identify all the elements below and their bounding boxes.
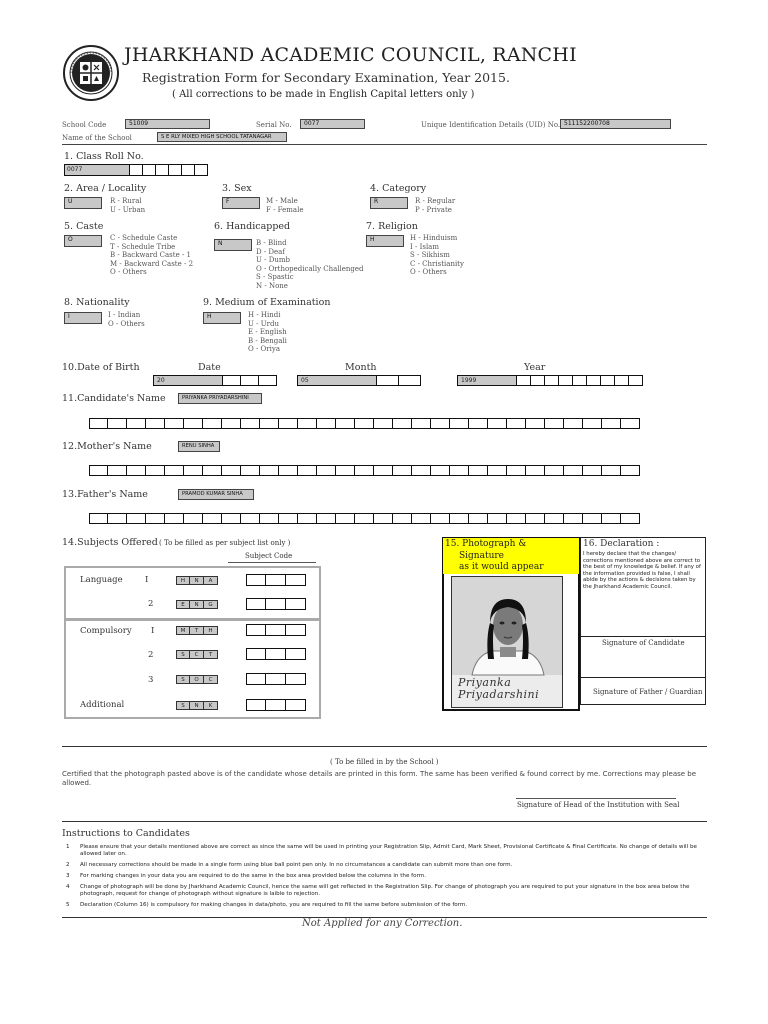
religion-field[interactable]: H <box>366 235 404 247</box>
caste-option: T - Schedule Tribe <box>110 242 176 251</box>
instruction-number: 4 <box>66 884 70 890</box>
uid-label: Unique Identification Details (UID) No. <box>421 121 561 129</box>
subject-code-row[interactable] <box>176 600 218 609</box>
photo-label-box <box>443 538 579 574</box>
subject-code-cell: C <box>204 675 218 684</box>
dob-date-label: Date <box>198 362 221 373</box>
council-logo <box>63 45 119 101</box>
sex-option: M - Male <box>266 197 298 205</box>
subjects-label: 14.Subjects Offered <box>62 537 158 548</box>
school-code-label: School Code <box>62 121 107 129</box>
dob-year-boxes[interactable] <box>457 375 643 386</box>
school-name-field[interactable]: S E RLY MIXED HIGH SCHOOL TATANAGAR <box>157 132 287 142</box>
instruction-text: All necessary corrections should be made in a single form using blue ball point pen only. In no circumstances a candidate can submit more than one form. <box>80 862 513 868</box>
religion-option: O - Others <box>410 268 447 277</box>
medium-option: B - Bengali <box>248 336 287 345</box>
dob-month-value: 05 <box>301 377 309 384</box>
subject-code-cell: S <box>176 675 190 684</box>
caste-option: C - Schedule Caste <box>110 234 178 242</box>
subject-correction-boxes[interactable] <box>246 648 306 660</box>
guardian-sign-area[interactable] <box>580 677 706 678</box>
sex-label: 3. Sex <box>222 183 252 194</box>
instruction-item <box>66 862 698 869</box>
declaration-sign-area[interactable] <box>580 636 706 637</box>
handicapped-option: O - Orthopedically Challenged <box>256 264 364 273</box>
subject-code-cell: T <box>204 650 218 659</box>
handicapped-options <box>256 239 364 291</box>
category-field[interactable]: R <box>370 197 408 209</box>
subject-code-row[interactable] <box>176 576 218 585</box>
subject-code-cell: G <box>204 600 218 609</box>
category-option: P - Private <box>415 206 452 214</box>
subject-num: 3 <box>148 675 154 685</box>
instruction-text: For marking changes in your data you are required to do the same in the box area provided below the columns in the form. <box>80 873 426 879</box>
religion-options <box>410 234 464 277</box>
subject-correction-boxes[interactable] <box>246 598 306 610</box>
subject-code-underline <box>228 562 316 563</box>
subject-group-label: Language <box>80 575 123 585</box>
head-sign-line[interactable] <box>516 798 676 799</box>
area-label: 2. Area / Locality <box>64 183 147 194</box>
subject-correction-boxes[interactable] <box>246 673 306 685</box>
declaration-text: I hereby declare that the changes/ corrections mentioned above are correct to the best of my knowledge & belief. If any of the information provided is false, I shall abide by the actions & decisions taken by the Jharkhand Academic Council. <box>583 551 701 590</box>
subject-code-row[interactable] <box>176 701 218 710</box>
roll-label: 1. Class Roll No. <box>64 151 144 162</box>
photo-label: Signature <box>459 550 505 561</box>
divider <box>62 746 707 747</box>
subject-code-cell: N <box>190 600 204 609</box>
subject-code-cell: H <box>176 576 190 585</box>
caste-option: M - Backward Caste - 2 <box>110 259 194 268</box>
religion-option: H - Hinduism <box>410 234 458 242</box>
candidate-signature <box>458 677 539 701</box>
caste-options <box>110 234 193 277</box>
school-name-label: Name of the School <box>62 134 132 142</box>
subject-code-cell: K <box>204 701 218 710</box>
guardian-signature-label: Signature of Father / Guardian <box>593 688 703 696</box>
subject-code-cell: S <box>176 650 190 659</box>
medium-option: O - Oriya <box>248 345 281 354</box>
dob-date-value: 20 <box>157 377 165 384</box>
subject-code-cell: N <box>190 701 204 710</box>
instruction-text: Declaration (Column 16) is compulsory for making changes in data/photo, you are required to fill the same before submission of the form. <box>80 902 468 908</box>
medium-options <box>248 311 287 354</box>
mother-label: 12.Mother's Name <box>62 441 152 452</box>
subject-code-cell: A <box>204 576 218 585</box>
religion-option: S - Sikhism <box>410 251 450 260</box>
father-label: 13.Father's Name <box>62 489 148 500</box>
candidate-field[interactable]: PRIYANKA PRIYADARSHINI <box>178 393 262 404</box>
roll-boxes[interactable] <box>64 164 208 176</box>
subject-num: I <box>145 575 149 585</box>
candidate-label: 11.Candidate's Name <box>62 393 166 404</box>
form-subtitle: Registration Form for Secondary Examination, Year 2015. <box>142 70 510 85</box>
medium-option: H - Hindi <box>248 311 281 319</box>
subject-num: 2 <box>148 599 154 609</box>
caste-option: O - Others <box>110 268 147 277</box>
footer-note: Not Applied for any Correction. <box>302 918 463 929</box>
dob-label: 10.Date of Birth <box>62 362 140 373</box>
subject-code-cell: O <box>190 675 204 684</box>
caste-field[interactable]: O <box>64 235 102 247</box>
medium-label: 9. Medium of Examination <box>203 297 331 308</box>
school-cert-heading: ( To be filled in by the School ) <box>330 758 439 766</box>
dob-month-boxes[interactable] <box>297 375 421 386</box>
subject-code-label: Subject Code <box>245 552 293 560</box>
instructions-title: Instructions to Candidates <box>62 828 190 839</box>
instruction-number: 3 <box>66 873 70 879</box>
category-label: 4. Category <box>370 183 427 194</box>
school-code-field[interactable]: 51009 <box>125 119 210 129</box>
subject-correction-boxes[interactable] <box>246 624 306 636</box>
instruction-item <box>66 884 698 898</box>
handicapped-field[interactable]: N <box>214 239 252 251</box>
dob-date-boxes[interactable] <box>153 375 277 386</box>
subject-code-cell: N <box>190 576 204 585</box>
candidate-photo <box>451 576 563 708</box>
medium-option: E - English <box>248 328 287 337</box>
subject-group-label: Compulsory <box>80 626 132 636</box>
dob-year-label: Year <box>524 362 546 373</box>
form-note: ( All corrections to be made in English Capital letters only ) <box>172 89 475 100</box>
signature-line: Priyanka <box>458 676 512 689</box>
dob-month-label: Month <box>345 362 377 373</box>
handicapped-option: S - Spastic <box>256 273 294 282</box>
subject-num: 2 <box>148 650 154 660</box>
subject-code-row[interactable] <box>176 650 218 659</box>
sex-option: F - Female <box>266 206 304 214</box>
subject-code-row[interactable] <box>176 675 218 684</box>
instruction-item <box>66 844 698 858</box>
instructions-list <box>66 844 698 913</box>
caste-label: 5. Caste <box>64 221 104 232</box>
religion-option: C - Christianity <box>410 259 464 268</box>
religion-option: I - Islam <box>410 242 439 251</box>
subject-code-row[interactable] <box>176 626 218 635</box>
instruction-number: 1 <box>66 844 70 850</box>
area-option: R - Rural <box>110 197 142 205</box>
photo-label: 15. Photograph & <box>445 539 527 549</box>
candidate-boxes[interactable] <box>89 418 640 429</box>
handicapped-option: U - Dumb <box>256 256 290 265</box>
subjects-note: ( To be filled as per subject list only ) <box>159 539 291 547</box>
subject-code-cell: E <box>176 600 190 609</box>
father-field[interactable]: PRAMOD KUMAR SINHA <box>178 489 254 500</box>
nationality-option: I - Indian <box>108 311 141 319</box>
dob-year-value: 1999 <box>461 377 477 384</box>
mother-boxes[interactable] <box>89 465 640 476</box>
medium-option: U - Urdu <box>248 319 279 328</box>
serial-field[interactable]: 0077 <box>300 119 365 129</box>
subject-group-label: Additional <box>80 700 125 710</box>
subject-correction-boxes[interactable] <box>246 699 306 711</box>
area-field[interactable]: U <box>64 197 102 209</box>
photo-label: as it would appear <box>459 562 544 572</box>
nationality-label: 8. Nationality <box>64 297 130 308</box>
handicapped-option: B - Blind <box>256 239 287 247</box>
handicapped-option: D - Deaf <box>256 247 285 256</box>
sex-field[interactable]: F <box>222 197 260 209</box>
uid-field[interactable]: 511152200708 <box>560 119 671 129</box>
handicapped-label: 6. Handicapped <box>214 221 291 232</box>
subject-num: I <box>151 626 155 636</box>
head-signature-label: Signature of Head of the Institution with Seal <box>517 801 680 809</box>
subject-code-cell: T <box>190 626 204 635</box>
divider <box>62 144 707 145</box>
category-option: R - Regular <box>415 197 456 205</box>
instruction-item <box>66 902 698 909</box>
instruction-number: 5 <box>66 902 70 908</box>
nationality-field[interactable]: I <box>64 312 102 324</box>
school-cert-text: Certified that the photograph pasted above is of the candidate whose details are printed in this form. The same has been verified & found correct by me. Corrections may please be allowed. <box>62 770 697 787</box>
instruction-text: Please ensure that your details mentioned above are correct as since the same will be used in printing your Registration Slip, Admit Card, Mark Sheet, Provisional Certificate & Final Certificate. No change of details will be allowed later on. <box>80 844 697 857</box>
signature-line: Priyadarshini <box>458 688 540 701</box>
father-boxes[interactable] <box>89 513 640 524</box>
instruction-item <box>66 873 698 880</box>
instruction-number: 2 <box>66 862 70 868</box>
subject-correction-boxes[interactable] <box>246 574 306 586</box>
declaration-label: 16. Declaration : <box>583 539 660 549</box>
mother-field[interactable]: RENU SINHA <box>178 441 220 452</box>
area-option: U - Urban <box>110 206 146 214</box>
medium-field[interactable]: H <box>203 312 241 324</box>
handicapped-option: N - None <box>256 281 288 290</box>
subject-code-cell: H <box>204 626 218 635</box>
caste-option: B - Backward Caste - 1 <box>110 251 192 260</box>
page-title: JHARKHAND ACADEMIC COUNCIL, RANCHI <box>124 44 577 66</box>
roll-value: 0077 <box>67 166 83 173</box>
serial-label: Serial No. <box>256 121 292 129</box>
nationality-option: O - Others <box>108 320 145 328</box>
subject-code-cell: M <box>176 626 190 635</box>
instruction-text: Change of photograph will be done by Jharkhand Academic Council, hence the same will get reflected in the Registration Slip. For change of photograph you are required to put your signature in the box area below the photograph, request for change of photograph without signature is laible to rejection. <box>80 884 690 897</box>
subject-code-cell: C <box>190 650 204 659</box>
subject-code-cell: S <box>176 701 190 710</box>
religion-label: 7. Religion <box>366 221 418 232</box>
divider <box>62 821 707 822</box>
candidate-signature-label: Signature of Candidate <box>602 639 685 647</box>
